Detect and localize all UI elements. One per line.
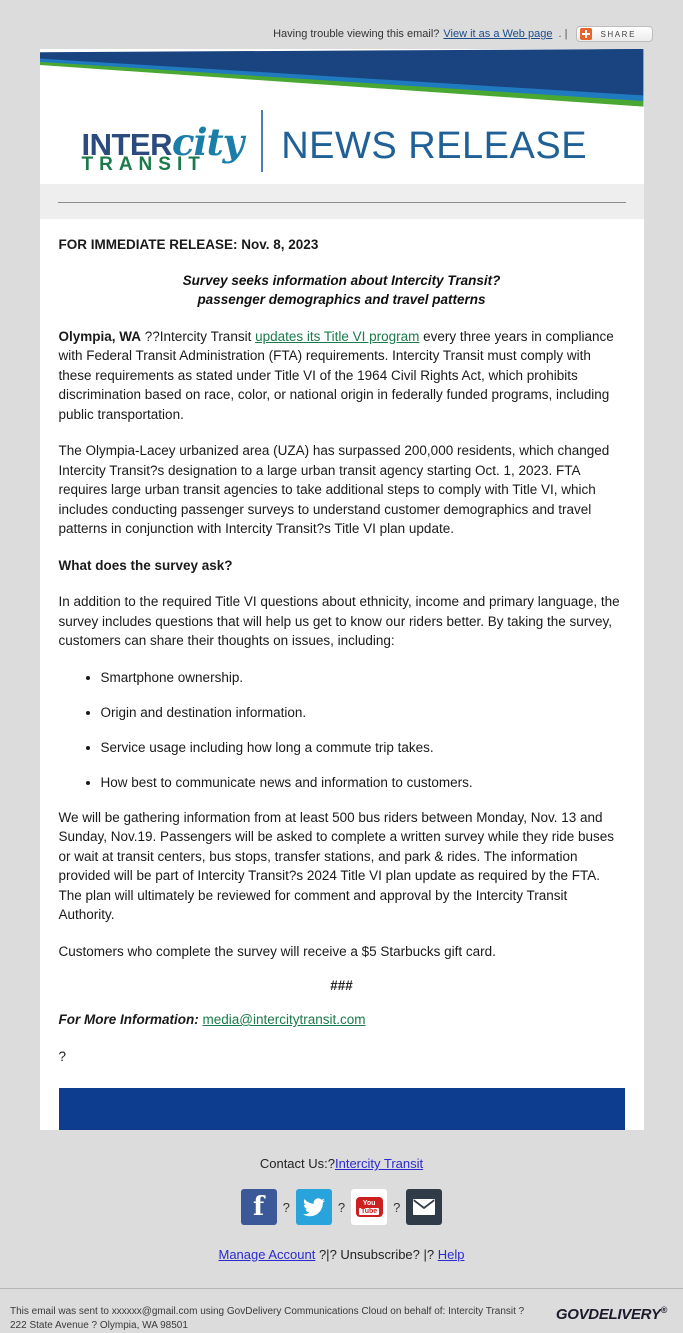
facebook-glyph: f	[253, 1192, 265, 1222]
links-separator-1: ?|?	[315, 1247, 341, 1262]
help-link[interactable]: Help	[437, 1247, 465, 1262]
list-item: • Service usage including how long a commute trip takes.	[101, 738, 625, 757]
brand-header-row	[82, 110, 588, 176]
email-header-banner	[40, 49, 644, 184]
trailing-character: ?	[58, 1048, 67, 1064]
header-divider-band	[40, 184, 644, 219]
subject-line-1: Survey seeks information about Intercity Transit?	[182, 272, 501, 288]
paragraph-5: Customers who complete the survey will receive a $5 Starbucks gift card.	[58, 943, 496, 959]
share-button[interactable]	[576, 26, 653, 42]
intercity-transit-logo	[81, 120, 244, 176]
survey-subheading: What does the survey ask?	[58, 557, 233, 573]
end-mark: ###	[330, 978, 353, 993]
more-information-label: For More Information:	[58, 1012, 199, 1027]
paragraph-1	[59, 327, 625, 425]
list-item: • How best to communicate news and information to customers.	[101, 773, 625, 792]
list-item: • Smartphone ownership.	[101, 668, 625, 687]
paragraph-4: We will be gathering information from at least 500 bus riders between Monday, Nov. 13 and Sunday, Nov.19. Passengers will be asked to complete a written survey while they ride buses or wait at transit centers, bus stops, transfer stations, and park & rides. The information provided will be part of Intercity Transit?s 2024 Title VI plan update as required by the FTA. The plan will ultimately be reviewed for comment and approval by the Intercity Transit Authority.	[58, 809, 615, 922]
view-as-web-page-link[interactable]: View it as a Web page	[443, 28, 553, 40]
legal-row	[0, 1288, 683, 1333]
contact-us-line	[0, 1156, 683, 1171]
social-separator: ?	[282, 1199, 290, 1215]
youtube-glyph	[356, 1197, 383, 1217]
account-links-row	[0, 1247, 683, 1288]
survey-topics-list	[59, 668, 625, 792]
logo-inter-text: INTER	[81, 127, 172, 162]
logo-divider	[261, 110, 263, 172]
plus-icon	[580, 28, 592, 40]
title-vi-program-link[interactable]: updates its Title VI program	[255, 328, 420, 344]
subject-heading	[59, 271, 625, 309]
paragraph-3: In addition to the required Title VI questions about ethnicity, income and primary language, the survey includes questions that will help us get to know our riders better. By taking the survey, customers can share their thoughts on issues, including:	[58, 594, 620, 648]
govdelivery-wordmark: GOVDELIVERY	[555, 1306, 661, 1323]
release-date-line	[59, 235, 625, 255]
dateline: Olympia, WA	[58, 328, 142, 344]
youtube-icon[interactable]	[351, 1189, 387, 1225]
social-separator: ?	[393, 1199, 401, 1215]
twitter-icon[interactable]	[296, 1189, 332, 1225]
legal-text: This email was sent to xxxxxx@gmail.com using GovDelivery Communications Cloud on behalf of: Intercity Transit ? 222 State Avenue ? Olympia, WA 98501	[10, 1306, 525, 1331]
social-separator: ?	[337, 1199, 346, 1215]
release-date: Nov. 8, 2023	[241, 237, 319, 252]
email-body	[40, 219, 644, 1130]
registered-mark: ®	[660, 1305, 667, 1315]
preheader-bar	[0, 0, 683, 49]
subject-line-2: passenger demographics and travel patterns	[197, 291, 486, 307]
paragraph-1-pre: ??Intercity Transit	[141, 328, 256, 344]
paragraph-1-post: every three years in compliance with Federal Transit Administration (FTA) requirements. Intercity Transit must comply with these requirements as stated under Title VI of the 1964 Civil Rights Act, which prohibits discrimination based on race, color, or national origin in federally funded programs, including public transportation.	[58, 328, 614, 422]
preheader-separator: . |	[558, 28, 568, 40]
paragraph-2: The Olympia-Lacey urbanized area (UZA) has surpassed 200,000 residents, which changed Intercity Transit?s designation to a large urban transit agency starting Oct. 1, 2023. FTA requires large urban transit agencies to take additional steps to comply with Title VI, which includes conducting passenger surveys to understand customer demographics and travel patterns in conjunction with Intercity Transit?s Title VI plan update.	[58, 443, 610, 536]
page-title: NEWS RELEASE	[281, 125, 588, 167]
govdelivery-logo	[556, 1305, 673, 1323]
social-links-row	[0, 1189, 683, 1225]
email-footer	[0, 1130, 683, 1333]
share-button-label: SHARE	[600, 29, 636, 39]
youtube-bottom-text: Tube	[361, 1207, 378, 1215]
logo-city-text: city	[172, 120, 244, 164]
links-separator-2: |?	[419, 1247, 438, 1262]
contact-us-label: Contact Us:?	[259, 1156, 335, 1171]
unsubscribe-text[interactable]: Unsubscribe?	[340, 1247, 420, 1262]
email-card	[40, 49, 644, 1130]
list-item: • Origin and destination information.	[101, 703, 625, 722]
media-email-link[interactable]: media@intercitytransit.com	[202, 1012, 366, 1027]
intercity-transit-link[interactable]: Intercity Transit	[335, 1156, 424, 1171]
preheader-text: Having trouble viewing this email?	[273, 28, 440, 40]
manage-account-link[interactable]: Manage Account	[218, 1247, 316, 1262]
email-icon[interactable]	[406, 1189, 442, 1225]
youtube-top-text: You	[362, 1199, 376, 1207]
blue-footer-bar	[59, 1088, 625, 1130]
release-label: FOR IMMEDIATE RELEASE:	[58, 237, 238, 252]
facebook-icon[interactable]	[241, 1189, 277, 1225]
more-information-line	[59, 1010, 625, 1030]
logo-transit-text: TRANSIT	[81, 154, 206, 175]
horizontal-rule	[58, 202, 626, 203]
